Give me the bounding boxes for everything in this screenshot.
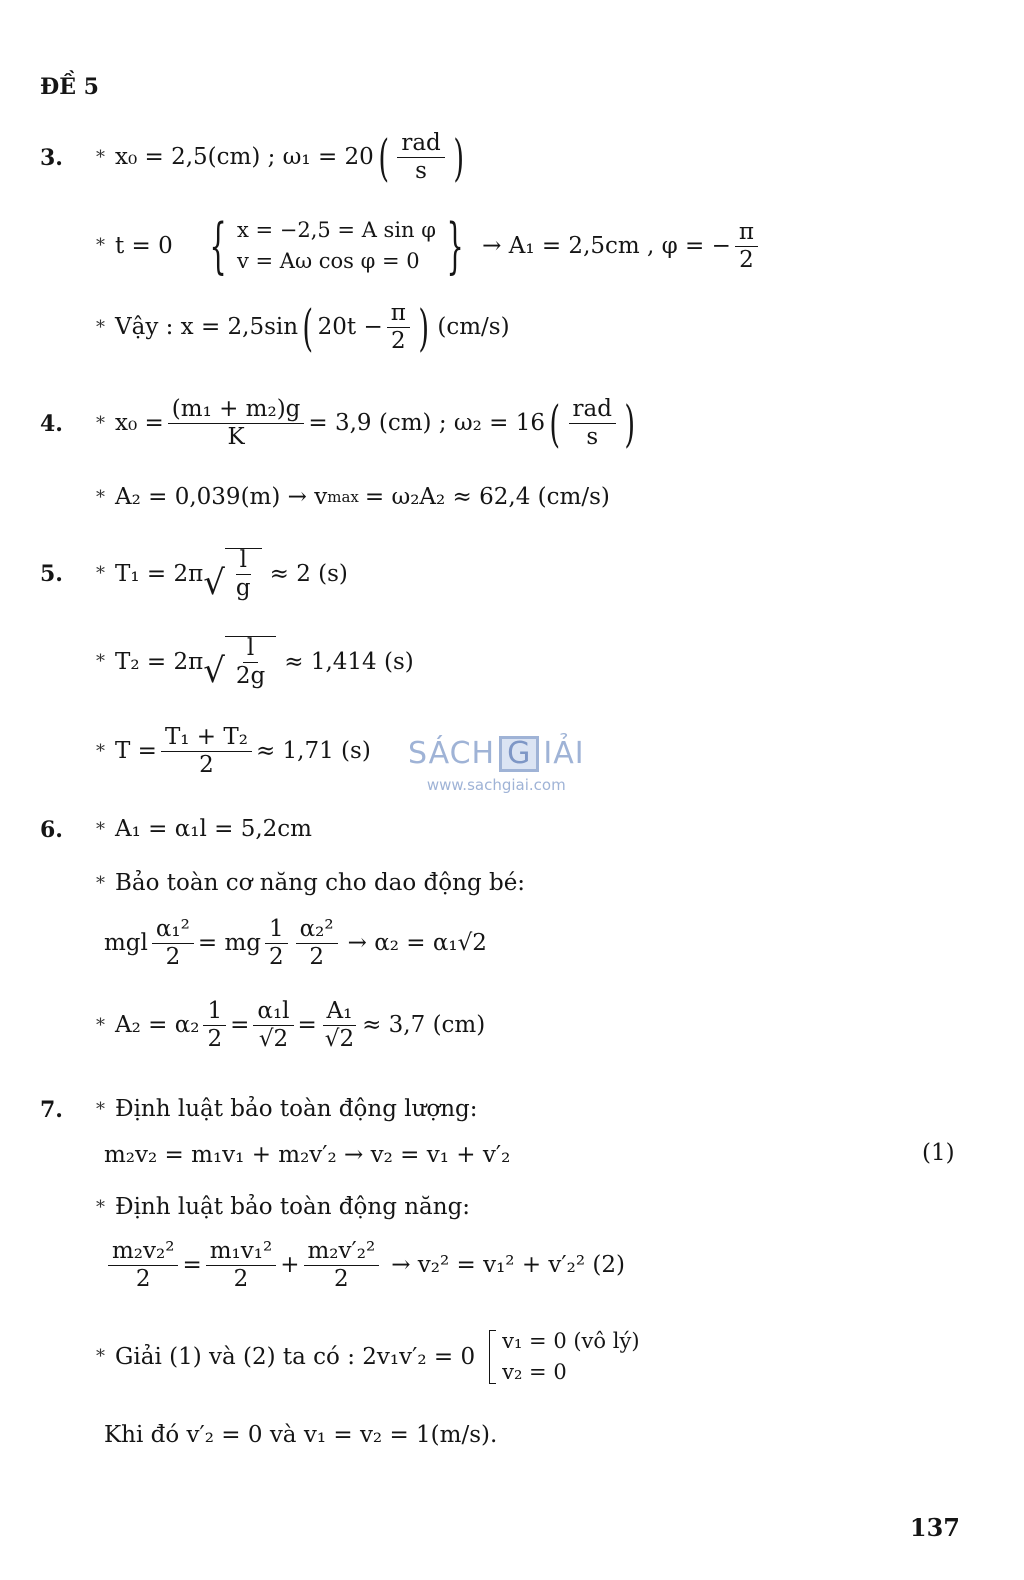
q5-t-result: ≈ 1,71 (s) [255, 738, 371, 764]
q7-conclusion: Khi đó v′₂ = 0 và v₁ = v₂ = 1(m/s). [104, 1422, 498, 1448]
q7-line3 [96, 1196, 470, 1219]
bullet: * [96, 412, 105, 434]
paren-open: ( [378, 128, 389, 187]
q5-t1-sqrt [203, 547, 261, 603]
frac-num: α₂² [296, 918, 338, 944]
q3-pi-fraction [735, 218, 758, 273]
page-number: 137 [909, 1513, 960, 1542]
q4-unit-fraction [569, 398, 616, 449]
frac-den: 2 [199, 752, 214, 778]
bullet: * [96, 1098, 105, 1120]
q5-line1 [40, 547, 348, 603]
frac-den: g [235, 575, 251, 601]
q3-system [237, 220, 436, 272]
frac-den: 2 [165, 944, 181, 970]
paren-open: ( [549, 394, 561, 453]
equals: = [297, 1012, 317, 1038]
q6-frac-alpha2 [296, 918, 338, 969]
q5-t-label: T = [115, 738, 157, 764]
q4-max-subscript: max [327, 488, 359, 506]
q3-sys-eq2: v = Aω cos φ = 0 [236, 249, 420, 273]
q3-conclusion: Vậy : x = 2,5sin [115, 314, 299, 340]
q6-line4 [96, 1000, 485, 1051]
q3-unit-fraction [397, 132, 444, 183]
q3-line2 [96, 211, 762, 281]
frac-num: m₁v₁² [206, 1240, 276, 1266]
q6-alpha-result: → α₂ = α₁√2 [347, 930, 487, 956]
q5-t-fraction [161, 726, 252, 777]
q7-line1 [40, 1098, 478, 1121]
q7-line2 [104, 1144, 510, 1167]
q7-momentum-heading: Định luật bảo toàn động lượng: [115, 1096, 478, 1122]
q7-frac-h2 [206, 1240, 276, 1291]
q4-line1 [40, 394, 640, 453]
page-title: ĐỀ 5 [40, 74, 99, 100]
q6-frac-g2 [253, 1000, 293, 1051]
frac-num: α₁l [253, 1000, 293, 1026]
frac-den: √2 [324, 1026, 355, 1052]
frac-den: 2 [739, 246, 754, 273]
q5-number: 5. [40, 561, 63, 587]
frac-den: 2 [390, 328, 406, 354]
q7-eq1-tag: (1) [922, 1140, 955, 1166]
q5-t1-fraction [232, 549, 255, 600]
q6-line1 [40, 818, 312, 841]
bullet: * [96, 316, 105, 338]
bullet: * [96, 1196, 105, 1218]
q4-vmax: = ω₂A₂ ≈ 62,4 (cm/s) [364, 484, 610, 510]
frac-den: 2 [334, 1266, 349, 1292]
q6-frac-g1 [203, 1000, 226, 1051]
bullet: * [96, 872, 105, 894]
bullet: * [96, 563, 105, 584]
frac-num: 1 [265, 918, 288, 944]
q6-a1: A₁ = α₁l = 5,2cm [115, 816, 312, 842]
q7-line4 [104, 1240, 625, 1291]
q3-line3 [96, 298, 510, 357]
q4-line2 [96, 486, 610, 509]
frac-num: π [387, 302, 410, 328]
watermark [408, 736, 585, 793]
brace-close: } [446, 211, 464, 281]
q6-number: 6. [40, 816, 63, 843]
bullet: * [96, 1346, 105, 1367]
q4-fraction [168, 398, 305, 449]
paren-close: ) [624, 394, 636, 453]
equals: = [182, 1252, 202, 1278]
bullet: * [96, 486, 105, 508]
bullet: * [96, 146, 105, 168]
q4-x0: x₀ = [115, 410, 164, 436]
frac-num: 1 [203, 1000, 226, 1026]
q6-energy-heading: Bảo toàn cơ năng cho dao động bé: [115, 870, 526, 896]
q7-line6 [104, 1424, 497, 1447]
plus: + [280, 1252, 300, 1278]
q6-a2: A₂ = α₂ [115, 1012, 200, 1038]
q3-argument: 20t − [317, 314, 383, 340]
frac-num: (m₁ + m₂)g [168, 398, 305, 424]
q5-t2-result: ≈ 1,414 (s) [284, 648, 414, 675]
frac-den: 2 [207, 1026, 223, 1052]
q6-mg: = mg [197, 930, 261, 956]
q4-number: 4. [40, 410, 63, 437]
q4-amplitude: A₂ = 0,039(m) → v [115, 484, 328, 510]
frac-den: s [586, 424, 599, 450]
frac-den: 2g [235, 663, 266, 689]
brace-open: { [209, 211, 227, 281]
frac-num: l [236, 549, 251, 575]
frac-den: 2 [269, 944, 284, 970]
q6-line2 [96, 872, 525, 895]
bullet: * [96, 818, 105, 840]
bullet: * [96, 740, 105, 762]
paren-close: ) [418, 298, 429, 357]
frac-den: 2 [135, 1266, 151, 1292]
equals: = [230, 1012, 250, 1038]
q7-energy-result: → v₂² = v₁² + v′₂² (2) [391, 1252, 625, 1278]
bullet: * [96, 235, 105, 256]
q5-t2-fraction [232, 637, 269, 688]
frac-den: 2 [233, 1266, 249, 1292]
frac-den: √2 [258, 1026, 289, 1052]
frac-den: s [415, 158, 427, 184]
q5-t1-label: T₁ = 2π [115, 560, 204, 587]
q7-line5 [96, 1330, 640, 1384]
watermark-left: SÁCH [408, 736, 496, 771]
frac-num: α₁² [152, 918, 194, 944]
paren-close: ) [453, 128, 464, 187]
frac-num: rad [569, 398, 616, 424]
q6-frac-alpha1 [152, 918, 194, 969]
frac-num: m₂v′₂² [304, 1240, 380, 1266]
frac-num: π [735, 221, 758, 247]
q3-t0: t = 0 [115, 232, 173, 259]
q5-line2 [96, 635, 414, 691]
q7-solve: Giải (1) và (2) ta có : 2v₁v′₂ = 0 [115, 1343, 476, 1370]
q5-line3 [96, 726, 371, 777]
q7-case1: v₁ = 0 (vô lý) [502, 1329, 640, 1353]
q7-case2: v₂ = 0 [502, 1360, 567, 1384]
watermark-logo-box: G [499, 736, 539, 772]
frac-den: 2 [309, 944, 324, 970]
q7-energy-heading: Định luật bảo toàn động năng: [115, 1194, 471, 1220]
q5-t2-sqrt [203, 635, 276, 691]
case-bracket [489, 1330, 496, 1384]
q3-line1 [40, 128, 468, 187]
q6-line3 [104, 918, 487, 969]
q6-frac-g3 [321, 1000, 358, 1051]
frac-den: K [227, 424, 245, 450]
frac-num: rad [397, 132, 444, 158]
q6-frac-half [265, 918, 288, 969]
q3-number: 3. [40, 144, 63, 171]
q3-given: x₀ = 2,5(cm) ; ω₁ = 20 [115, 144, 374, 170]
q5-t2-label: T₂ = 2π [115, 648, 204, 675]
sqrt-symbol: √ [203, 651, 225, 691]
frac-num: m₂v₂² [108, 1240, 178, 1266]
q7-frac-h3 [304, 1240, 380, 1291]
watermark-url: www.sachgiai.com [426, 776, 566, 794]
q7-number: 7. [40, 1096, 63, 1123]
q3-unit: (cm/s) [437, 314, 510, 340]
q7-cases [502, 1331, 639, 1383]
watermark-right: IẢI [543, 736, 585, 771]
frac-num: A₁ [323, 1000, 357, 1026]
q6-a2-result: ≈ 3,7 (cm) [362, 1012, 486, 1038]
q3-result: → A₁ = 2,5cm , φ = − [482, 232, 731, 259]
bullet: * [96, 651, 105, 672]
frac-num: T₁ + T₂ [161, 726, 252, 752]
sqrt-symbol: √ [203, 563, 225, 603]
q7-frac-h1 [108, 1240, 178, 1291]
q3-arg-fraction [387, 302, 410, 353]
paren-open: ( [302, 298, 314, 357]
q7-momentum-eq: m₂v₂ = m₁v₁ + m₂v′₂ → v₂ = v₁ + v′₂ [104, 1142, 511, 1168]
frac-num: l [243, 637, 258, 663]
q4-mid: = 3,9 (cm) ; ω₂ = 16 [308, 410, 546, 436]
q6-mgl: mgl [104, 930, 148, 956]
bullet: * [96, 1014, 105, 1036]
q5-t1-result: ≈ 2 (s) [269, 560, 348, 587]
q3-sys-eq1: x = −2,5 = A sin φ [236, 218, 436, 242]
